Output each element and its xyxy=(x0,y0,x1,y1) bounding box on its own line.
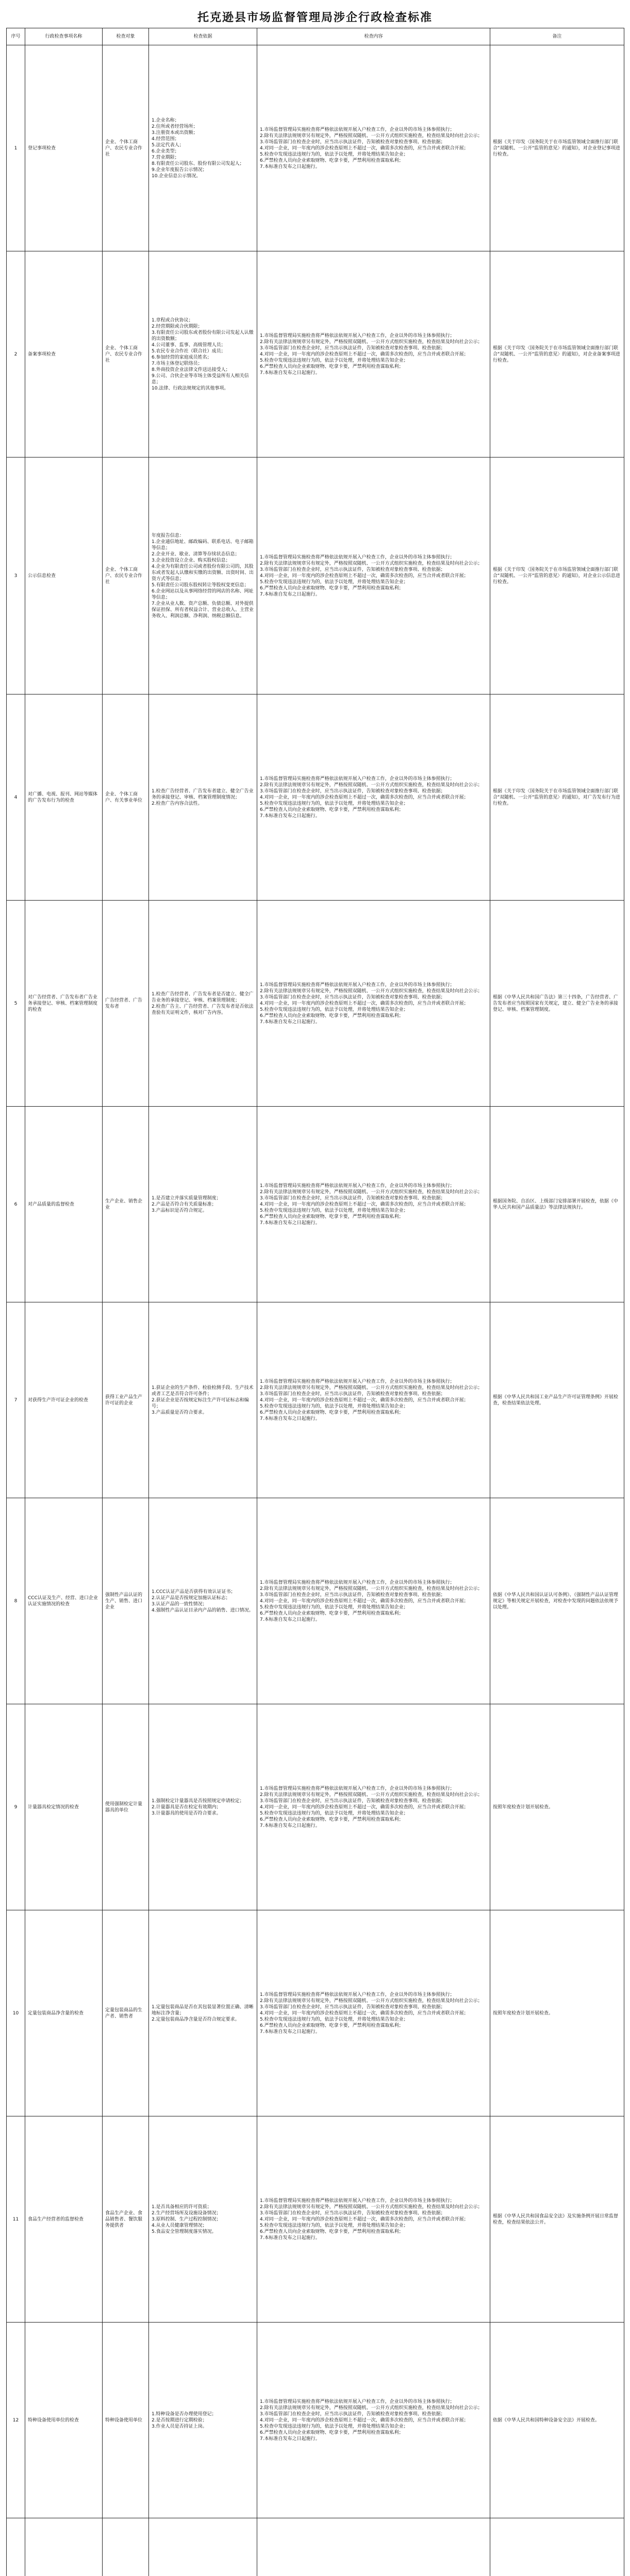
row-note: 根据《中华人民共和国食品安全法》及实施条例开展日常监督检查，检查结果依法公开。 xyxy=(490,2116,624,2323)
header-basis: 检查依据 xyxy=(149,28,257,45)
row-item-name: 特种设备使用单位的检查 xyxy=(25,2323,103,2518)
row-basis xyxy=(149,1302,257,1498)
table-row xyxy=(7,2323,624,2518)
table-row xyxy=(7,1704,624,1910)
basis-line: 2.计量器具是否在检定有效期内； xyxy=(152,1804,221,1810)
basis-line: 1.CCC认证产品是否获得有效认证证书； xyxy=(152,1589,236,1595)
row-item-name: 备案事项检查 xyxy=(25,251,103,457)
header-content: 检查内容 xyxy=(257,28,490,45)
row-content: 1.市场监督管理局实施检查将严格依法依规开展入户检查工作，企业以外的市场主体参照执行； 2.除有关法律法规规章另有规定外，严格按照双随机、一公开方式组织实施检查，检查结果及时向社会公示； 3.市场监管部门在检查企业时，应当出示执法证件，告知被检查对象检查事项、检查依据； 4.对同一企业，同一年度内的涉企检查原则上不超过一次，确需多次检查的，应当合并或者联合开展； 5.检查中发现违法违规行为的，依法予以处理，并将处理结果告知企业； 6.严禁检查人员向企业索取财物、吃拿卡要，严禁利用检查谋取私利； 7.本标准自发布之日起施行。 xyxy=(257,1704,490,1910)
basis-line: 2.生产经营场所及设施设备情况； xyxy=(152,2210,221,2216)
row-basis xyxy=(149,694,257,901)
basis-line: 2.住所或者经营场所； xyxy=(152,124,198,129)
basis-line: 3.企业投资设立企业、购买股权信息； xyxy=(152,557,230,563)
row-index: 1 xyxy=(7,45,25,251)
row-basis xyxy=(149,1107,257,1302)
basis-line: 3.认证产品的一致性情况； xyxy=(152,1601,207,1607)
row-index: 7 xyxy=(7,1302,25,1498)
basis-line: 3.作业人员是否持证上岗。 xyxy=(152,2424,207,2429)
row-content: 1.市场监督管理局实施检查将严格依法依规开展入户检查工作，企业以外的市场主体参照执行； 2.除有关法律法规规章另有规定外，严格按照双随机、一公开方式组织实施检查，检查结果及时向社会公示； 3.市场监管部门在检查企业时，应当出示执法证件，告知被检查对象检查事项、检查依据； 4.对同一企业，同一年度内的涉企检查原则上不超过一次，确需多次检查的，应当合并或者联合开展； 5.检查中发现违法违规行为的，依法予以处理，并将处理结果告知企业； 6.严禁检查人员向企业索取财物、吃拿卡要，严禁利用检查谋取私利； 7.本标准自发布之日起施行。 xyxy=(257,1498,490,1704)
basis-line: 5.法定代表人； xyxy=(152,142,184,148)
basis-line: 4.企业为有限责任公司或者股份有限公司的，其股东或者发起人认缴和实缴的出资额、出资时间、出资方式等信息； xyxy=(152,564,254,582)
table-row xyxy=(7,2116,624,2323)
row-item-name: 对广告经营者、广告发布者广告业务承接登记、审核、档案管理制度的检查 xyxy=(25,901,103,1107)
row-item-name: 对广播、电视、报刊、网站等媒体的广告发布行为的检查 xyxy=(25,694,103,901)
row-index: 5 xyxy=(7,901,25,1107)
row-object: 定量包装商品的生产者、销售者 xyxy=(103,1910,149,2116)
row-index: 9 xyxy=(7,1704,25,1910)
row-note: 依据《中华人民共和国认证认可条例》、《强制性产品认证管理规定》等相关规定开展检查，对检查中发现的问题依法依规予以处理。 xyxy=(490,1498,624,1704)
basis-line: 2.产品是否符合有关质量标准； xyxy=(152,1201,217,1207)
basis-line: 9.企业年度报告公示情况； xyxy=(152,167,207,173)
row-note: 根据《关于印发〈国务院关于在市场监管领域全面推行部门联合"双随机、一公开"监管的意见〉的通知》，对企业备案事项进行检查。 xyxy=(490,251,624,457)
row-item-name: 计量器具检定情况的检查 xyxy=(25,1704,103,1910)
row-index: 10 xyxy=(7,1910,25,2116)
table-body xyxy=(7,45,624,2576)
header-item-name: 行政检查事项名称 xyxy=(25,28,103,45)
table-row xyxy=(7,1498,624,1704)
row-content: 1.市场监督管理局实施检查将严格依法依规开展入户检查工作，企业以外的市场主体参照执行； 2.除有关法律法规规章另有规定外，严格按照双随机、一公开方式组织实施检查，检查结果及时向社会公示； 3.市场监管部门在检查企业时，应当出示执法证件，告知被检查对象检查事项、检查依据； 4.对同一企业，同一年度内的涉企检查原则上不超过一次，确需多次检查的，应当合并或者联合开展； 5.检查中发现违法违规行为的，依法予以处理，并将处理结果告知企业； 6.严禁检查人员向企业索取财物、吃拿卡要，严禁利用检查谋取私利； 7.本标准自发布之日起施行。 xyxy=(257,1302,490,1498)
row-content: 1.市场监督管理局实施检查将严格依法依规开展入户检查工作，企业以外的市场主体参照执行； 2.除有关法律法规规章另有规定外，严格按照双随机、一公开方式组织实施检查，检查结果及时向社会公示； 3.市场监管部门在检查企业时，应当出示执法证件，告知被检查对象检查事项、检查依据； 4.对同一企业，同一年度内的涉企检查原则上不超过一次，确需多次检查的，应当合并或者联合开展； 5.检查中发现违法违规行为的，依法予以处理，并将处理结果告知企业； 6.严禁检查人员向企业索取财物、吃拿卡要，严禁利用检查谋取私利； 7.本标准自发布之日起施行。 xyxy=(257,1107,490,1302)
table-row xyxy=(7,1107,624,1302)
basis-line: 1.定量包装商品是否在其包装显著位置正确、清晰地标注净含量； xyxy=(152,2004,254,2016)
basis-line: 1.企业通信地址、邮政编码、联系电话、电子邮箱等信息； xyxy=(152,539,254,551)
basis-line: 3.原料控制、生产过程控制情况； xyxy=(152,2216,221,2222)
table-header-row xyxy=(7,28,624,45)
basis-line: 2.认证产品是否按规定加施认证标志； xyxy=(152,1595,230,1601)
row-object: 企业、个体工商户、农民专业合作社 xyxy=(103,457,149,694)
basis-line: 10.法律、行政法规规定的其他事项。 xyxy=(152,385,229,391)
row-content: 1.市场监督管理局实施检查将严格依法依规开展入户检查工作，企业以外的市场主体参照执行； 2.除有关法律法规规章另有规定外，严格按照双随机、一公开方式组织实施检查，检查结果及时向社会公示； 3.市场监管部门在检查企业时，应当出示执法证件，告知被检查对象检查事项、检查依据； 4.对同一企业，同一年度内的涉企检查原则上不超过一次，确需多次检查的，应当合并或者联合开展； 5.检查中发现违法违规行为的，依法予以处理，并将处理结果告知企业； 6.严禁检查人员向企业索取财物、吃拿卡要，严禁利用检查谋取私利； 7.本标准自发布之日起施行。 xyxy=(257,45,490,251)
row-content xyxy=(257,2518,490,2576)
row-basis xyxy=(149,901,257,1107)
row-index: 11 xyxy=(7,2116,25,2323)
basis-line: 1.检查广告经营者、广告发布者建立、健全广告业务的承接登记、审核、档案管理制度情况； xyxy=(152,788,254,800)
table-row xyxy=(7,694,624,901)
row-basis xyxy=(149,457,257,694)
basis-line: 2.企业开业、歇业、清算等存续状态信息； xyxy=(152,551,240,557)
basis-line: 1.企业名称； xyxy=(152,117,179,123)
row-item-name: 对产品质量的监督检查 xyxy=(25,1107,103,1302)
table-row xyxy=(7,1910,624,2116)
row-object xyxy=(103,2518,149,2576)
basis-line: 2.定量包装商品净含量是否符合规定要求。 xyxy=(152,2016,240,2022)
row-content: 1.市场监督管理局实施检查将严格依法依规开展入户检查工作，企业以外的市场主体参照执行； 2.除有关法律法规规章另有规定外，严格按照双随机、一公开方式组织实施检查，检查结果及时向社会公示； 3.市场监管部门在检查企业时，应当出示执法证件，告知被检查对象检查事项、检查依据； 4.对同一企业，同一年度内的涉企检查原则上不超过一次，确需多次检查的，应当合并或者联合开展； 5.检查中发现违法违规行为的，依法予以处理，并将处理结果告知企业； 6.严禁检查人员向企业索取财物、吃拿卡要，严禁利用检查谋取私利； 7.本标准自发布之日起施行。 xyxy=(257,251,490,457)
row-note: 按照年度检查计划开展检查。 xyxy=(490,1704,624,1910)
basis-line: 8.外商投资企业法律文件送达接受人； xyxy=(152,367,230,372)
row-basis xyxy=(149,45,257,251)
row-basis xyxy=(149,1910,257,2116)
inspection-standards-table xyxy=(6,28,624,2576)
row-note: 按照年度检查计划开展检查。 xyxy=(490,1910,624,2116)
row-index: 6 xyxy=(7,1107,25,1302)
basis-line: 年度报告信息： xyxy=(152,533,185,538)
row-content: 1.市场监督管理局实施检查将严格依法依规开展入户检查工作，企业以外的市场主体参照执行； 2.除有关法律法规规章另有规定外，严格按照双随机、一公开方式组织实施检查，检查结果及时向社会公示； 3.市场监管部门在检查企业时，应当出示执法证件，告知被检查对象检查事项、检查依据； 4.对同一企业，同一年度内的涉企检查原则上不超过一次，确需多次检查的，应当合并或者联合开展； 5.检查中发现违法违规行为的，依法予以处理，并将处理结果告知企业； 6.严禁检查人员向企业索取财物、吃拿卡要，严禁利用检查谋取私利； 7.本标准自发布之日起施行。 xyxy=(257,694,490,901)
row-object: 企业、个体工商户、有关事业单位 xyxy=(103,694,149,901)
row-item-name: 食品生产经营者的监督检查 xyxy=(25,2116,103,2323)
basis-line: 7.市场主体登记联络员； xyxy=(152,361,203,366)
header-index: 序号 xyxy=(7,28,25,45)
row-basis xyxy=(149,1704,257,1910)
row-item-name: CCC认证及生产、经营、进口企业认证实施情况的检查 xyxy=(25,1498,103,1704)
basis-line: 1.检查广告经营者、广告发布者是否建立、健全广告业务的承接登记、审核、档案管理制度； xyxy=(152,991,254,1003)
basis-line: 7.营业期限； xyxy=(152,155,179,160)
basis-line: 1.章程或合伙协议； xyxy=(152,317,193,323)
basis-line: 4.强制性产品认证目录内产品的销售、进口情况。 xyxy=(152,1607,254,1613)
basis-line: 3.计量器具的使用是否符合要求。 xyxy=(152,1810,221,1816)
basis-line: 9.公司、合伙企业等市场主体受益所有人相关信息； xyxy=(152,373,249,385)
row-content: 1.市场监督管理局实施检查将严格依法依规开展入户检查工作，企业以外的市场主体参照执行； 2.除有关法律法规规章另有规定外，严格按照双随机、一公开方式组织实施检查，检查结果及时向社会公示； 3.市场监管部门在检查企业时，应当出示执法证件，告知被检查对象检查事项、检查依据； 4.对同一企业，同一年度内的涉企检查原则上不超过一次，确需多次检查的，应当合并或者联合开展； 5.检查中发现违法违规行为的，依法予以处理，并将处理结果告知企业； 6.严禁检查人员向企业索取财物、吃拿卡要，严禁利用检查谋取私利； 7.本标准自发布之日起施行。 xyxy=(257,2116,490,2323)
row-note xyxy=(490,2518,624,2576)
document-title: 托克逊县市场监督管理局涉企行政检查标准 xyxy=(197,11,433,24)
row-content: 1.市场监督管理局实施检查将严格依法依规开展入户检查工作，企业以外的市场主体参照执行； 2.除有关法律法规规章另有规定外，严格按照双随机、一公开方式组织实施检查，检查结果及时向社会公示； 3.市场监管部门在检查企业时，应当出示执法证件，告知被检查对象检查事项、检查依据； 4.对同一企业，同一年度内的涉企检查原则上不超过一次，确需多次检查的，应当合并或者联合开展； 5.检查中发现违法违规行为的，依法予以处理，并将处理结果告知企业； 6.严禁检查人员向企业索取财物、吃拿卡要，严禁利用检查谋取私利； 7.本标准自发布之日起施行。 xyxy=(257,2323,490,2518)
basis-line: 6.企业类型； xyxy=(152,148,179,154)
header-object: 检查对象 xyxy=(103,28,149,45)
row-item-name: 公示信息检查 xyxy=(25,457,103,694)
row-object: 食品生产企业、食品销售者、餐饮服务提供者 xyxy=(103,2116,149,2323)
basis-line: 8.有限责任公司股东、股份有限公司发起人； xyxy=(152,161,244,166)
row-note: 根据《中华人民共和国工业产品生产许可证管理条例》开展检查，检查结果依法处理。 xyxy=(490,1302,624,1498)
basis-line: 6.企业网站以及从事网络经营的网店的名称、网址等信息； xyxy=(152,588,254,600)
row-index: 3 xyxy=(7,457,25,694)
basis-line: 1.是否建立并落实质量管理制度； xyxy=(152,1195,221,1201)
row-index: 8 xyxy=(7,1498,25,1704)
row-index: 2 xyxy=(7,251,25,457)
row-note: 根据国务院、自治区、上级部门安排部署开展检查，依据《中华人民共和国产品质量法》等法律法规执行。 xyxy=(490,1107,624,1302)
row-object: 企业、个体工商户、农民专业合作社 xyxy=(103,45,149,251)
row-index: 4 xyxy=(7,694,25,901)
table-row xyxy=(7,457,624,694)
row-index xyxy=(7,2518,25,2576)
row-basis xyxy=(149,251,257,457)
row-note: 根据《关于印发〈国务院关于在市场监管领域全面推行部门联合"双随机、一公开"监管的意见〉的通知》，对企业公示信息进行检查。 xyxy=(490,457,624,694)
basis-line: 4.从业人员健康管理情况； xyxy=(152,2223,207,2228)
basis-line: 10.企业信息公示情况。 xyxy=(152,173,201,179)
basis-line: 5.食品安全管理制度落实情况。 xyxy=(152,2229,217,2234)
basis-line: 2.是否按期进行定期检验； xyxy=(152,2417,207,2423)
basis-line: 1.特种设备是否办理使用登记； xyxy=(152,2411,217,2417)
row-object: 广告经营者、广告发布者 xyxy=(103,901,149,1107)
row-note: 根据《中华人民共和国广告法》第三十四条，广告经营者、广告发布者应当按照国家有关规定，建立、健全广告业务的承接登记、审核、档案管理制度。 xyxy=(490,901,624,1107)
basis-line: 3.有限责任公司股东或者股份有限公司发起人认缴的出资数额； xyxy=(152,330,254,342)
row-note: 根据《关于印发〈国务院关于在市场监管领域全面推行部门联合"双随机、一公开"监管的意见〉的通知》，对企业登记事项进行检查。 xyxy=(490,45,624,251)
row-basis xyxy=(149,1498,257,1704)
row-object: 强制性产品认证的生产、销售、进口企业 xyxy=(103,1498,149,1704)
basis-line: 6.参加经营的家庭成员姓名； xyxy=(152,354,212,360)
row-basis xyxy=(149,2116,257,2323)
row-object: 生产企业、销售企业 xyxy=(103,1107,149,1302)
table-row xyxy=(7,1302,624,1498)
basis-line: 2.检查广告主、广告经营者、广告发布者是否依法查验有关证明文件，核对广告内容。 xyxy=(152,1004,254,1015)
row-item-name: 登记事项检查 xyxy=(25,45,103,251)
table-row xyxy=(7,45,624,251)
basis-line: 2.获证企业是否按规定标注生产许可证标志和编号； xyxy=(152,1397,249,1409)
row-object: 获得工业产品生产许可证的企业 xyxy=(103,1302,149,1498)
row-item-name xyxy=(25,2518,103,2576)
row-object: 使用强制检定计量器具的单位 xyxy=(103,1704,149,1910)
row-object: 特种设备使用单位 xyxy=(103,2323,149,2518)
row-basis xyxy=(149,2323,257,2518)
basis-line: 2.经营期限或合伙期限； xyxy=(152,324,203,329)
basis-line: 4.公司董事、监事、高级管理人员； xyxy=(152,342,226,348)
row-note: 依据《中华人民共和国特种设备安全法》开展检查。 xyxy=(490,2323,624,2518)
row-note: 根据《关于印发〈国务院关于在市场监管领域全面推行部门联合"双随机、一公开"监管的意见〉的通知》，对广告发布行为进行检查。 xyxy=(490,694,624,901)
basis-line: 5.有限责任公司股东股权转让等股权变更信息； xyxy=(152,582,249,588)
table-row xyxy=(7,901,624,1107)
table-row xyxy=(7,251,624,457)
row-content: 1.市场监督管理局实施检查将严格依法依规开展入户检查工作，企业以外的市场主体参照执行； 2.除有关法律法规规章另有规定外，严格按照双随机、一公开方式组织实施检查，检查结果及时向社会公示； 3.市场监管部门在检查企业时，应当出示执法证件，告知被检查对象检查事项、检查依据； 4.对同一企业，同一年度内的涉企检查原则上不超过一次，确需多次检查的，应当合并或者联合开展； 5.检查中发现违法违规行为的，依法予以处理，并将处理结果告知企业； 6.严禁检查人员向企业索取财物、吃拿卡要，严禁利用检查谋取私利； 7.本标准自发布之日起施行。 xyxy=(257,457,490,694)
row-basis xyxy=(149,2518,257,2576)
row-index: 12 xyxy=(7,2323,25,2518)
row-content: 1.市场监督管理局实施检查将严格依法依规开展入户检查工作，企业以外的市场主体参照执行； 2.除有关法律法规规章另有规定外，严格按照双随机、一公开方式组织实施检查，检查结果及时向社会公示； 3.市场监管部门在检查企业时，应当出示执法证件，告知被检查对象检查事项、检查依据； 4.对同一企业，同一年度内的涉企检查原则上不超过一次，确需多次检查的，应当合并或者联合开展； 5.检查中发现违法违规行为的，依法予以处理，并将处理结果告知企业； 6.严禁检查人员向企业索取财物、吃拿卡要，严禁利用检查谋取私利； 7.本标准自发布之日起施行。 xyxy=(257,1910,490,2116)
basis-line: 1.强制检定计量器具是否按照规定申请检定； xyxy=(152,1798,244,1804)
basis-line: 3.注册资本或出资额； xyxy=(152,130,198,135)
basis-line: 2.检查广告内容合法性。 xyxy=(152,801,203,806)
basis-line: 7.企业从业人数、资产总额、负债总额、对外提供保证担保、所有者权益合计、营业总收入、主营业务收入、利润总额、净利润、纳税总额信息。 xyxy=(152,601,254,619)
basis-line: 1.获证企业的生产条件、检验检测手段、生产技术或者工艺是否符合许可条件； xyxy=(152,1385,254,1397)
basis-line: 1.是否具备相应的许可资质； xyxy=(152,2204,212,2210)
row-content: 1.市场监督管理局实施检查将严格依法依规开展入户检查工作，企业以外的市场主体参照执行； 2.除有关法律法规规章另有规定外，严格按照双随机、一公开方式组织实施检查，检查结果及时向社会公示； 3.市场监管部门在检查企业时，应当出示执法证件，告知被检查对象检查事项、检查依据； 4.对同一企业，同一年度内的涉企检查原则上不超过一次，确需多次检查的，应当合并或者联合开展； 5.检查中发现违法违规行为的，依法予以处理，并将处理结果告知企业； 6.严禁检查人员向企业索取财物、吃拿卡要，严禁利用检查谋取私利； 7.本标准自发布之日起施行。 xyxy=(257,901,490,1107)
basis-line: 5.农民专业合作社（联合社）成员； xyxy=(152,348,226,354)
basis-line: 4.经营范围； xyxy=(152,136,179,142)
row-item-name: 对获得生产许可证企业的检查 xyxy=(25,1302,103,1498)
row-object: 企业、个体工商户、农民专业合作社 xyxy=(103,251,149,457)
basis-line: 3.产品标识是否符合规定。 xyxy=(152,1208,207,1213)
row-item-name: 定量包装商品净含量的检查 xyxy=(25,1910,103,2116)
basis-line: 3.产品质量是否符合要求。 xyxy=(152,1410,207,1415)
table-row xyxy=(7,2518,624,2576)
header-note: 备注 xyxy=(490,28,624,45)
